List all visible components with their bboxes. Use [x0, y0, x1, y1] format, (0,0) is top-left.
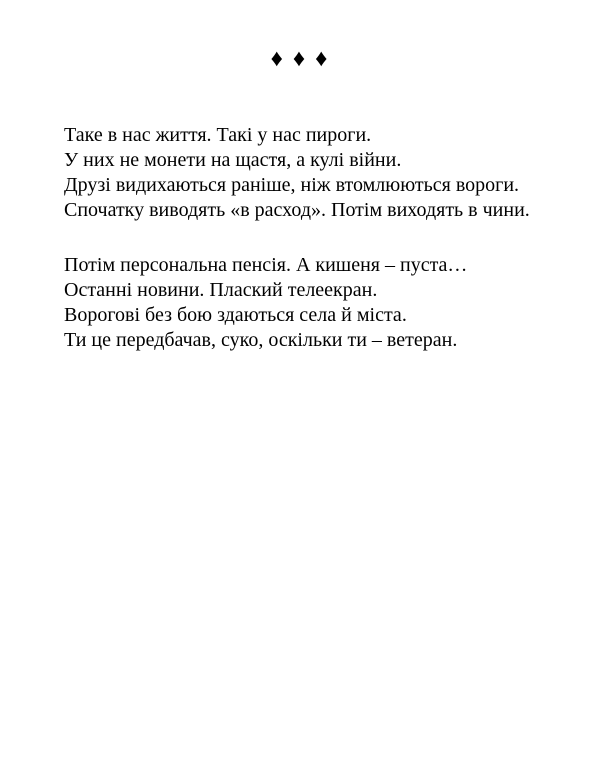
poem-line: Останні новини. Плаский телеекран.: [64, 279, 378, 301]
poem-line: Спочатку виводять «в расход». Потім виходять в чини.: [64, 199, 530, 221]
poem-line: Ти це передбачав, суко, оскільки ти – ветеран.: [64, 329, 458, 351]
poem-line: Друзі видихаються раніше, ніж втомлюються вороги.: [64, 174, 520, 196]
poem-line: Таке в нас життя. Такі у нас пироги.: [64, 124, 372, 146]
poem-line: Потім персональна пенсія. А кишеня – пуста…: [64, 254, 468, 276]
diamond-ornament-divider: ♦ ♦ ♦: [270, 46, 330, 72]
stanza-2: [64, 253, 584, 353]
stanza-1: [64, 123, 584, 223]
poem-line: У них не монети на щастя, а кулі війни.: [64, 149, 402, 171]
poem-line: Ворогові без бою здаються села й міста.: [64, 304, 407, 326]
